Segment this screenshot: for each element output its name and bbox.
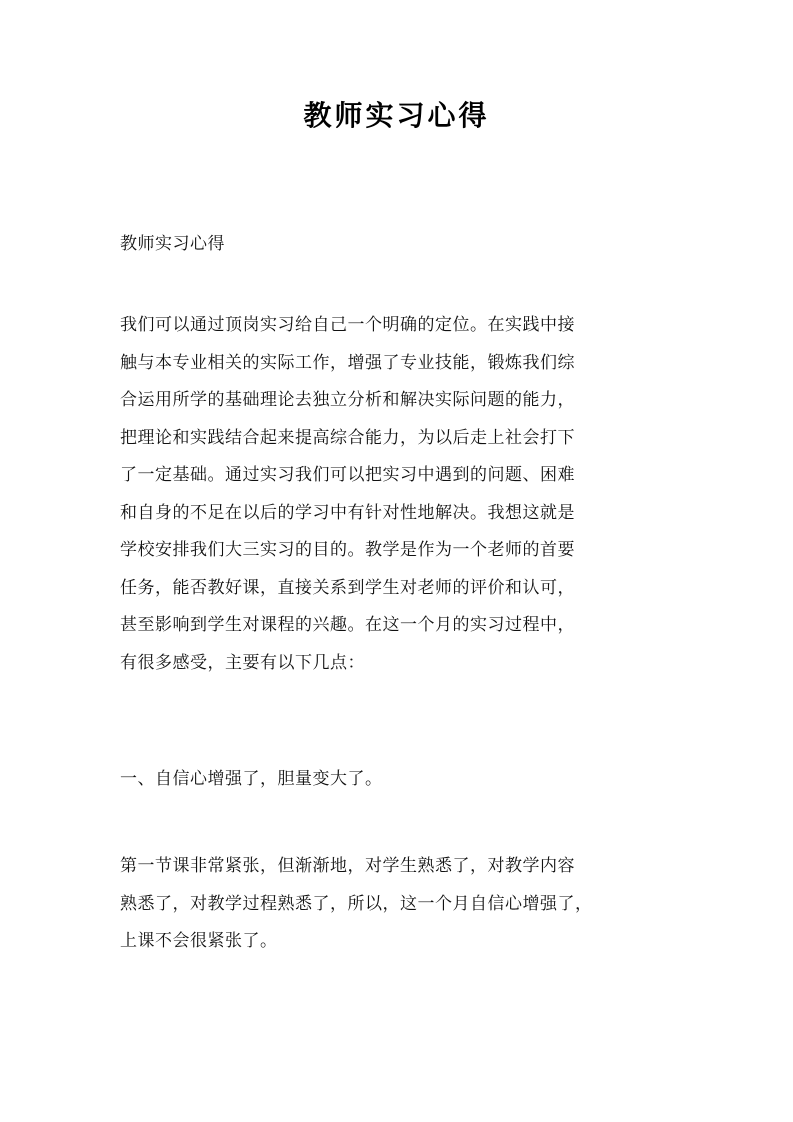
paragraph-line: 触与本专业相关的实际工作，增强了专业技能，锻炼我们综 (120, 352, 575, 373)
paragraph-line: 学校安排我们大三实习的目的。教学是作为一个老师的首要 (120, 540, 575, 560)
paragraph-line: 第一节课非常紧张，但渐渐地，对学生熟悉了，对教学内容 (120, 856, 575, 876)
paragraph-1 (120, 307, 676, 682)
paragraph-line: 熟悉了，对教学过程熟悉了，所以，这一个月自信心增强了， (120, 893, 593, 914)
paragraph-line: 我们可以通过顶岗实习给自己一个明确的定位。在实践中接 (120, 315, 575, 335)
document-title: 教师实习心得 (303, 99, 490, 132)
paragraph-line: 把理论和实践结合起来提高综合能力，为以后走上社会打下 (120, 427, 575, 448)
paragraph-line: 甚至影响到学生对课程的兴趣。在这一个月的实习过程中， (120, 615, 575, 635)
paragraph-line: 任务，能否教好课，直接关系到学生对老师的评价和认可， (120, 577, 575, 598)
paragraph-line: 上课不会很紧张了。 (120, 931, 278, 951)
document-subtitle: 教师实习心得 (120, 234, 225, 254)
paragraph-line: 合运用所学的基础理论去独立分析和解决实际问题的能力， (120, 390, 575, 410)
paragraph-line: 和自身的不足在以后的学习中有针对性地解决。我想这就是 (120, 502, 575, 523)
paragraph-2 (120, 848, 676, 961)
paragraph-line: 有很多感受，主要有以下几点： (120, 652, 365, 673)
paragraph-line: 了一定基础。通过实习我们可以把实习中遇到的问题、困难 (120, 465, 575, 485)
section-heading: 一、自信心增强了，胆量变大了。 (120, 769, 383, 789)
